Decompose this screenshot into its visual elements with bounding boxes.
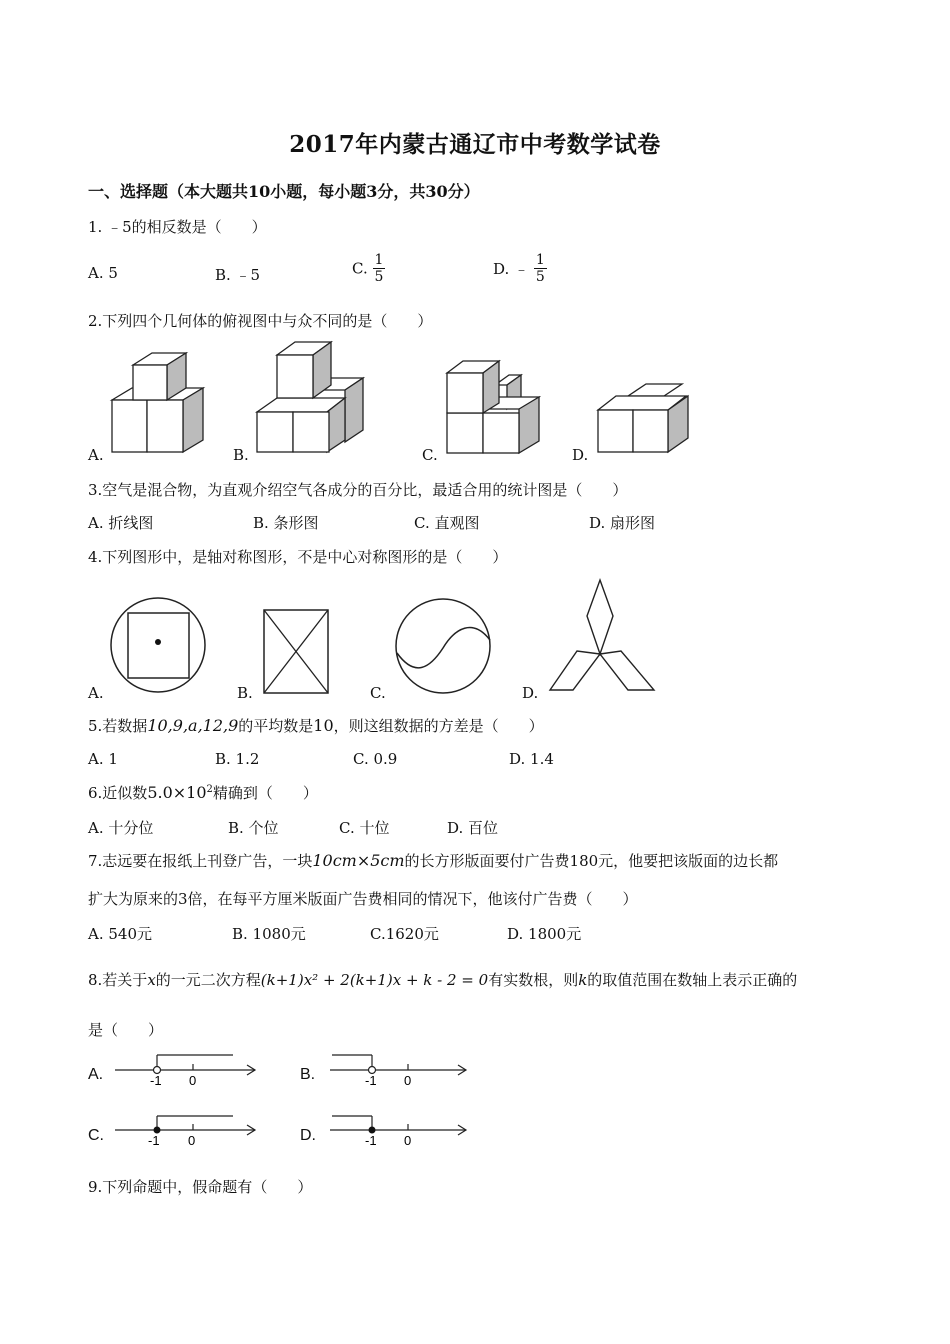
q8-numberline-c bbox=[115, 1114, 260, 1152]
question-2-stem: 2.下列四个几何体的俯视图中与众不同的是（ ） bbox=[88, 312, 433, 330]
q7-option-c: C.1620元 bbox=[370, 925, 439, 943]
q8-option-c: C. bbox=[88, 1127, 104, 1144]
q8d-tick-zero: 0 bbox=[404, 1133, 412, 1148]
q1-fraction-c: $\frac{1}{5}$ bbox=[374, 252, 384, 285]
q1-option-b: B. ﹣5 bbox=[215, 266, 261, 284]
q7-dimensions: 10cm×5cm bbox=[312, 851, 405, 870]
q8-option-a: A. bbox=[88, 1066, 104, 1083]
q2-option-c: C. bbox=[422, 446, 438, 464]
q2-option-a: A. bbox=[88, 446, 104, 464]
q4-option-a: A. bbox=[88, 684, 104, 702]
q8a-tick-zero: 0 bbox=[189, 1073, 197, 1088]
page-title: 2017年内蒙古通辽市中考数学试卷 bbox=[289, 131, 661, 158]
q1-fraction-d: $\frac{1}{5}$ bbox=[535, 252, 545, 285]
q5-option-b: B. 1.2 bbox=[215, 750, 260, 768]
q4-option-d: D. bbox=[522, 684, 539, 702]
question-9-stem: 9.下列命题中，假命题有（ ） bbox=[88, 1178, 313, 1196]
q4-figure-a bbox=[110, 597, 210, 697]
q8-equation: (k+1)x² + 2(k+1)x + k - 2 = 0 bbox=[260, 971, 489, 989]
q2-figure-c bbox=[443, 355, 543, 455]
q3-option-b: B. 条形图 bbox=[253, 514, 319, 532]
question-3-stem: 3.空气是混合物，为直观介绍空气各成分的百分比，最适合用的统计图是（ ） bbox=[88, 481, 628, 499]
q5-data-set: 10,9,a,12,9 bbox=[147, 716, 239, 735]
q7-option-d: D. 1800元 bbox=[507, 925, 582, 943]
q8a-tick-neg: -1 bbox=[150, 1073, 162, 1088]
q8-option-d: D. bbox=[300, 1127, 316, 1144]
q3-option-d: D. 扇形图 bbox=[589, 514, 656, 532]
q1-option-a: A. 5 bbox=[88, 264, 118, 282]
q6-option-a: A. 十分位 bbox=[88, 819, 154, 837]
section-heading: 一、选择题（本大题共10小题，每小题3分，共30分） bbox=[88, 182, 480, 201]
q3-option-c: C. 直观图 bbox=[414, 514, 480, 532]
q2-option-b: B. bbox=[233, 446, 249, 464]
q8b-tick-neg: -1 bbox=[365, 1073, 377, 1088]
q8-numberline-d bbox=[330, 1114, 475, 1152]
q8-numberline-b bbox=[330, 1052, 475, 1090]
question-8-line1: 8.若关于x的一元二次方程(k+1)x² + 2(k+1)x + k - 2 = 0有实数根，则k的取值范围在数轴上表示正确的 bbox=[88, 971, 798, 989]
q5-option-d: D. 1.4 bbox=[509, 750, 554, 768]
q7-option-a: A. 540元 bbox=[88, 925, 152, 943]
q4-figure-b bbox=[263, 609, 331, 695]
question-5-stem: 5.若数据10,9,a,12,9的平均数是10，则这组数据的方差是（ ） bbox=[88, 716, 544, 735]
q5-option-a: A. 1 bbox=[88, 750, 118, 768]
q4-figure-c bbox=[395, 598, 495, 698]
q3-option-a: A. 折线图 bbox=[88, 514, 154, 532]
question-6-stem: 6.近似数$5.0\times 10^2$精确到（ ） bbox=[88, 783, 318, 802]
q4-option-c: C. bbox=[370, 684, 386, 702]
q8c-tick-zero: 0 bbox=[188, 1133, 196, 1148]
q2-option-d: D. bbox=[572, 446, 589, 464]
q1-option-c bbox=[352, 252, 385, 285]
question-4-stem: 4.下列图形中，是轴对称图形，不是中心对称图形的是（ ） bbox=[88, 548, 508, 566]
question-7-line2: 扩大为原来的3倍，在每平方厘米版面广告费相同的情况下，他该付广告费（ ） bbox=[88, 890, 638, 908]
q8-numberline-a bbox=[115, 1052, 260, 1090]
q1-option-c-label: C. bbox=[352, 259, 368, 278]
q2-figure-a bbox=[108, 343, 208, 455]
q6-option-d: D. 百位 bbox=[447, 819, 499, 837]
q2-figure-d bbox=[594, 380, 694, 455]
q8-option-b: B. bbox=[300, 1066, 316, 1083]
question-1-stem: 1. ﹣5的相反数是（ ） bbox=[88, 218, 267, 236]
q2-figure-b bbox=[253, 340, 368, 455]
q4-option-b: B. bbox=[237, 684, 253, 702]
question-8-line2: 是（ ） bbox=[88, 1021, 164, 1039]
q8c-tick-neg: -1 bbox=[148, 1133, 160, 1148]
q7-option-b: B. 1080元 bbox=[232, 925, 306, 943]
q4-figure-d bbox=[546, 578, 658, 692]
q8d-tick-neg: -1 bbox=[365, 1133, 377, 1148]
q1-option-d-label: D. ﹣ bbox=[493, 260, 530, 278]
q6-option-c: C. 十位 bbox=[339, 819, 390, 837]
q1-option-d bbox=[493, 252, 547, 285]
question-7-line1: 7.志远要在报纸上刊登广告，一块10cm×5cm的长方形版面要付广告费180元，他要把该版面的边长都 bbox=[88, 851, 779, 870]
q6-number: 5.0×10 bbox=[147, 783, 207, 802]
q5-option-c: C. 0.9 bbox=[353, 750, 398, 768]
q6-option-b: B. 个位 bbox=[228, 819, 279, 837]
q8b-tick-zero: 0 bbox=[404, 1073, 412, 1088]
